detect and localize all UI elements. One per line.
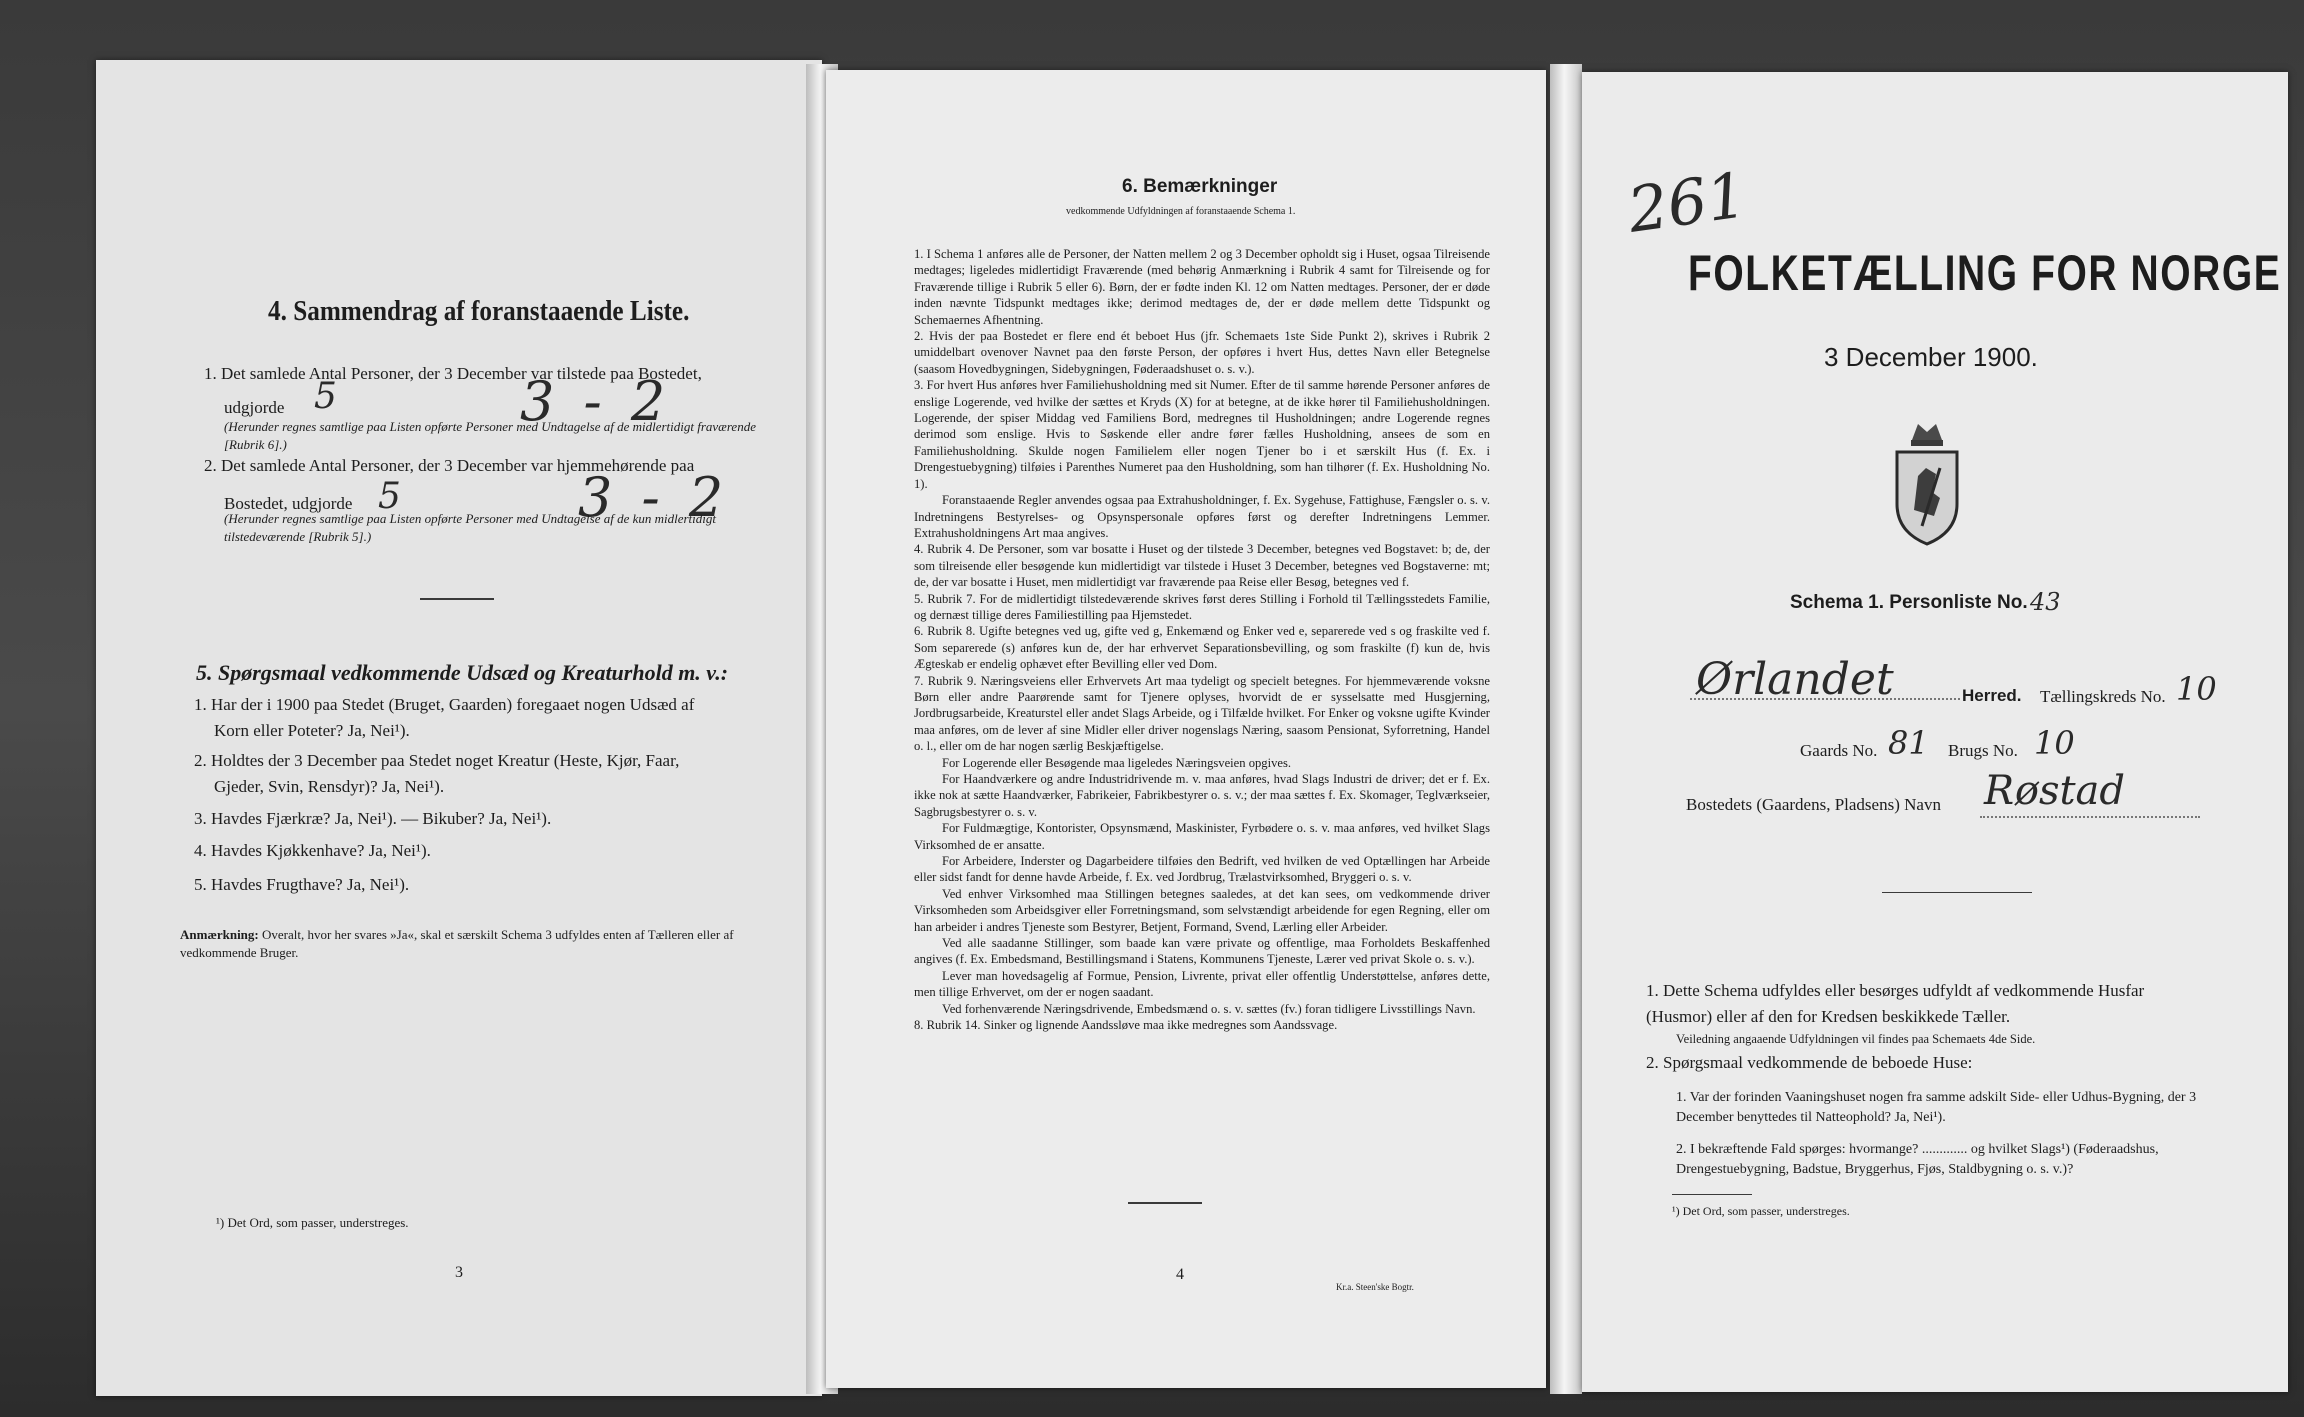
brugs-label: Brugs No. <box>1948 741 2018 760</box>
question-4: 4. Havdes Kjøkkenhave? Ja, Nei¹). <box>194 841 431 860</box>
question-3: 3. Havdes Fjærkræ? Ja, Nei¹). — Bikuber? Ja, Nei¹). <box>194 809 552 828</box>
herred-label: Herred. <box>1962 686 2022 705</box>
remark-paragraph: 4. Rubrik 4. De Personer, som var bosatte i Huset og der tilstede 3 December, betegnes ved Bogstavet: b; de, der som tilreisende eller besøgende kun midlertidigt var tilstede i Huset 3 December, betegnes ved Bogstaverne: mt; de, der var bosatte i Huset, men midlertidigt var fraværende paa Reise eller Besøg, betegnes ved f. <box>914 542 1490 590</box>
sub-question-1: 1. Var der forinden Vaaningshuset nogen fra samme adskilt Side- eller Udhus-Bygning, der 3 December benyttedes til Natteophold? Ja, Nei¹). <box>1676 1090 2197 1125</box>
remarks-heading: 6. Bemærkninger <box>1122 176 1278 197</box>
schema-number: 43 <box>2030 588 2061 616</box>
question-2-answer: Gjeder, Svin, Rensdyr)? Ja, Nei¹). <box>214 777 445 796</box>
summary-item-2: 2. Det samlede Antal Personer, der 3 December var hjemmehørende paa <box>204 456 695 475</box>
remark-text: Overalt, hvor her svares »Ja«, skal et særskilt Schema 3 udfyldes enten af Tælleren eller af vedkommende Bruger. <box>180 927 734 960</box>
summary-item-2-label: Bostedet, udgjorde <box>224 494 353 513</box>
remark-paragraph: 2. Hvis der paa Bostedet er flere end ét beboet Hus (jfr. Schemaets 1ste Side Punkt 2), skrives i Rubrik 2 umiddelbart ovenover Navnet paa den første Person, der opføres i hvert Hus, dettes Navn eller Betegnelse (saasom Hovedbygningen, Sidebygningen, Føderaadshuset o. s. v.). <box>914 329 1490 376</box>
footnote: ¹) Det Ord, som passer, understreges. <box>1672 1204 1850 1218</box>
page-number: 4 <box>1176 1266 1184 1283</box>
census-date: 3 December 1900. <box>1824 342 2038 372</box>
census-title: FOLKETÆLLING FOR NORGE <box>1688 245 2282 301</box>
summary-item-2-note: (Herunder regnes samtlige paa Listen opførte Personer med Undtagelse af de kun midlertidigt tilstedeværende [Rubrik 5].) <box>224 511 717 544</box>
remark-paragraph: Foranstaaende Regler anvendes ogsaa paa Extrahusholdninger, f. Ex. Sygehuse, Fattighuse, Fængsler o. s. v. Indretningens Bestyrelses- og Opsynspersonale opføres først og derefter Indretningens Lemmer. Extrahusholdningens Art maa angives. <box>914 493 1490 540</box>
herred-value: Ørlandet <box>1696 654 1894 705</box>
remark-paragraph: 3. For hvert Hus anføres hver Familiehusholdning med sit Numer. Efter de til samme hørende Personer anføres de enslige Logerende, ved hvilke der sættes et Kryds (X) for at betegne, at de ikke hører til Familiehusholdningen. Logerende, der spiser Middag ved Familiens Bord, medregnes til Husholdningen; andre Logerende regnes derimod som enslige. Hvis to Søskende eller andre fører fælles Husholdning, ansees de som en Familiehusholdning. Skulde nogen Familielem eller nogen Tjener bo i et særskilt Hus (f. Ex. i Drengestuebygning) tilføies i Parenthes Numeret paa den Husholdning, som han tilhører (f. Ex. Husholdning No. 1). <box>914 378 1490 491</box>
remark-paragraph: For Logerende eller Besøgende maa ligeledes Næringsveien opgives. <box>942 755 1292 770</box>
gaards-label: Gaards No. <box>1800 741 1878 760</box>
remarks-body <box>914 246 1490 1034</box>
remark-paragraph: 6. Rubrik 8. Ugifte betegnes ved ug, gifte ved g, Enkemænd og Enker ved e, separerede ved s og fraskilte ved f. Som separerede (s) anføres kun de, der har erhvervet Separationsbevilling, og som fraskilte (f) kun de, hvis Ægteskab er endelig ophævet efter Bevilling eller ved Dom. <box>914 624 1490 672</box>
remark-paragraph: Lever man hovedsagelig af Formue, Pension, Livrente, privat eller offentlig Understøttelse, anføres dette, men tillige Erhvervet, om der er nogen saadant. <box>914 968 1490 1000</box>
question-1: 1. Har der i 1900 paa Stedet (Bruget, Gaarden) foregaaet nogen Udsæd af <box>194 695 695 714</box>
divider <box>1882 892 2032 893</box>
printer-credit: Kr.a. Steen'ske Bogtr. <box>1336 1282 1414 1292</box>
remark-paragraph: 7. Rubrik 9. Næringsveiens eller Erhvervets Art maa tydeligt og specielt betegnes. For hjemmeværende voksne Børn eller andre Paarørende samt for Tjenere oplyses, hvorvidt de er sysselsatte med Husgjerning, Jordbrugsarbeide, Kreaturstel eller andet Slags Arbeide, og i Tilfælde hvilket. For Enker og voksne ugifte Kvinder maa anføres, om de lever af sine Midler eller driver nogenslags Næring, saasom Pensionat, Syforretning, Handel o. l., eller om de har nogen særlig Beskjæftigelse. <box>914 673 1490 754</box>
bosted-value: Røstad <box>1984 768 2125 814</box>
divider <box>1672 1194 1752 1195</box>
brugs-value: 10 <box>2034 724 2075 762</box>
summary-item-2-handwriting: 3 - 2 <box>578 466 730 529</box>
bosted-line <box>1980 814 2200 818</box>
summary-item-1-note: (Herunder regnes samtlige paa Listen opførte Personer med Undtagelse af de midlertidigt fraværende [Rubrik 6].) <box>224 419 756 452</box>
summary-item-1: 1. Det samlede Antal Personer, der 3 December var tilstede paa Bostedet, <box>204 364 702 383</box>
summary-item-1-value: 5 <box>314 376 337 417</box>
remark-paragraph: 5. Rubrik 7. For de midlertidigt tilstedeværende skrives først deres Stilling i Forhold til Tællingsstedets Familie, og dernæst tillige deres Familiestilling paa Hjemstedet. <box>914 591 1490 622</box>
instruction-1-note: Veiledning angaaende Udfyldningen vil findes paa Schemaets 4de Side. <box>1676 1032 2036 1046</box>
remark-paragraph: Ved forhenværende Næringsdrivende, Embedsmænd o. s. v. sættes (fv.) foran tidligere Livsstillings Navn. <box>942 1001 1476 1016</box>
question-5: 5. Havdes Frugthave? Ja, Nei¹). <box>194 875 410 894</box>
binding-gutter <box>1550 64 1582 1394</box>
divider <box>1128 1202 1202 1204</box>
summary-item-2-value: 5 <box>378 476 401 517</box>
page-number: 3 <box>455 1264 463 1281</box>
instruction-2: 2. Spørgsmaal vedkommende de beboede Huse: <box>1646 1053 1973 1072</box>
archive-number: 261 <box>1623 158 1751 247</box>
kreds-value: 10 <box>2176 670 2217 708</box>
gaards-value: 81 <box>1888 724 1929 762</box>
remark-paragraph: Ved alle saadanne Stillinger, som baade kan være private og offentlige, maa Forholdets Beskaffenhed angives (f. Ex. Embedsmand, Bestillingsmand i Statens, Kommunens Tjeneste, Lærer ved privat Skole o. s. v.). <box>914 936 1490 967</box>
remark-paragraph: Ved enhver Virksomhed maa Stillingen betegnes saaledes, at det kan sees, om vedkommende driver Virksomheden som Arbeidsgiver eller Forretningsmand, som selvstændigt arbeidende for egen Regning, eller om han arbeider i andres Tjeneste som Bestyrer, Betjent, Formand, Svend, Lærling eller Arbeider. <box>914 886 1490 934</box>
remark-paragraph: 8. Rubrik 14. Sinker og lignende Aandssløve maa ikke medregnes som Aandssvage. <box>914 1018 1338 1033</box>
kreds-label: Tællingskreds No. <box>2040 687 2166 706</box>
page-left <box>96 60 822 1396</box>
bosted-label: Bostedets (Gaardens, Pladsens) Navn <box>1686 795 1941 814</box>
remark <box>180 926 750 962</box>
coat-of-arms-icon <box>1892 418 1962 548</box>
instruction-1: 1. Dette Schema udfyldes eller besørges udfyldt af vedkommende Husfar (Husmor) eller af den for Kredsen beskikkede Tæller. <box>1646 981 2145 1026</box>
sub-question-2: 2. I bekræftende Fald spørges: hvormange? ............. og hvilket Slags¹) (Føderaadshus, Drengestuebygning, Badstue, Bryggerhus, Fjøs, Staldbygning o. s. v.)? <box>1676 1142 2159 1177</box>
remarks-subheading: vedkommende Udfyldningen af foranstaaende Schema 1. <box>1066 206 1296 217</box>
remark-paragraph: For Arbeidere, Inderster og Dagarbeidere tilføies den Bedrift, ved hvilken de ved Optællingen har Arbeide eller sidst fandt for denne havde Arbeide, f. Ex. ved Jordbrug, Trælastvirksomhed, Bryggeri o. s. v. <box>914 854 1490 885</box>
remark-paragraph: 1. I Schema 1 anføres alle de Personer, der Natten mellem 2 og 3 December opholdt sig i Huset, ogsaa Tilreisende medtages; ligeledes midlertidigt Fraværende (med behørig Anmærkning i Rubrik 4 samt for Tilreisende og for Fraværende tillige i Rubrik 5 eller 6). Børn, der er fødte inden Kl. 12 om Natten medtages. Personer, der er døde inden nævnte Tidspunkt medtages ikke; derimod medtages de, der er døde mellem dette Tidspunkt og Schemaernes Afhentning. <box>914 247 1490 327</box>
summary-item-1-handwriting: 3 - 2 <box>520 370 672 433</box>
questions-heading: 5. Spørgsmaal vedkommende Udsæd og Kreaturhold m. v.: <box>196 660 729 685</box>
remark-paragraph: For Haandværkere og andre Industridrivende m. v. maa anføres, hvad Slags Industri de driver; det er f. Ex. ikke nok at sætte Haandværker, Fabrikeier, Fabrikbestyrer o. s. v.; der maa sættes f. Ex. Skomager, Teglværkseier, Sagbrugsbestyrer o. s. v. <box>914 772 1490 819</box>
schema-label: Schema 1. Personliste No. <box>1790 592 2028 613</box>
question-1-answer: Korn eller Poteter? Ja, Nei¹). <box>214 721 410 740</box>
question-2: 2. Holdtes der 3 December paa Stedet noget Kreatur (Heste, Kjør, Faar, <box>194 751 680 770</box>
remark-paragraph: For Fuldmægtige, Kontorister, Opsynsmænd, Maskinister, Fyrbødere o. s. v. maa anføres, ved hvilket Slags Virksomhed de er ansatte. <box>914 821 1490 852</box>
divider <box>420 598 494 600</box>
footnote: ¹) Det Ord, som passer, understreges. <box>216 1215 409 1230</box>
remark-label: Anmærkning: <box>180 927 259 942</box>
summary-item-1-label: udgjorde <box>224 398 285 417</box>
summary-heading: 4. Sammendrag af foranstaaende Liste. <box>268 296 690 327</box>
